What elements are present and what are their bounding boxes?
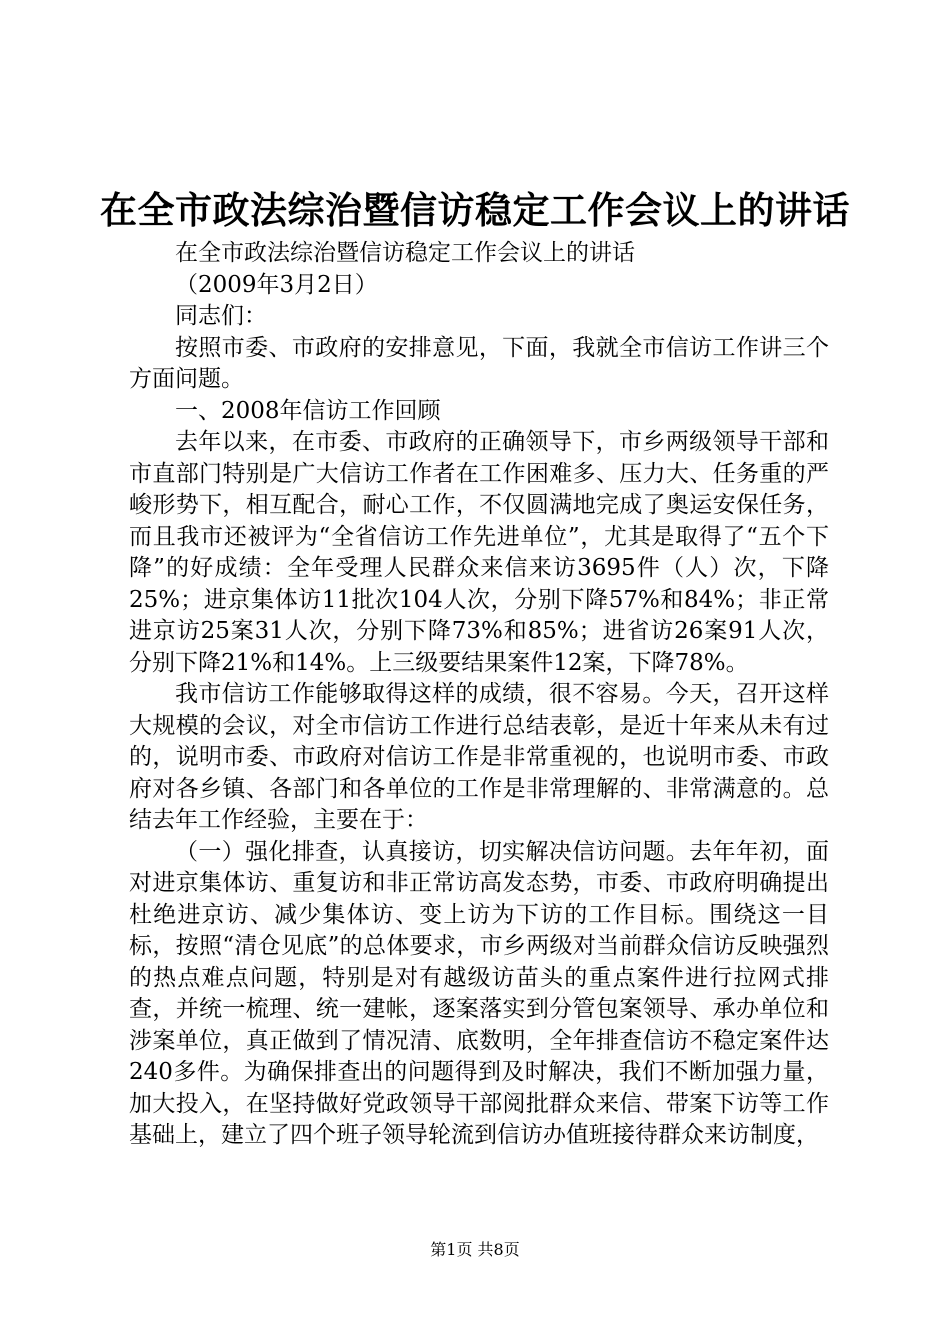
body-paragraph: （一）强化排查，认真接访，切实解决信访问题。去年年初，面对进京集体访、重复访和非正常访高发态势，市委、市政府明确提出杜绝进京访、减少集体访、变上访为下访的工作目标。围绕这一目标，按照“清仓见底”的总体要求，市乡两级对当前群众信访反映强烈的热点难点问题，特别是对有越级访苗头的重点案件进行拉网式排查，并统一梳理、统一建帐，逐案落实到分管包案领导、承办单位和涉案单位，真正做到了情况清、底数明，全年排查信访不稳定案件达240多件。为确保排查出的问题得到及时解决，我们不断加强力量，加大投入，在坚持做好党政领导干部阅批群众来信、带案下访等工作基础上，建立了四个班子领导轮流到信访办值班接待群众来访制度， (129, 838, 829, 1148)
page-number: 第1页 共8页 (430, 1240, 520, 1259)
speech-heading: 在全市政法综治暨信访稳定工作会议上的讲话 (175, 240, 635, 266)
speech-date: （2009年3月2日） (175, 271, 378, 298)
body-paragraph: 我市信访工作能够取得这样的成绩，很不容易。今天，召开这样大规模的会议，对全市信访工作进行总结表彰，是近十年来从未有过的，说明市委、市政府对信访工作是非常重视的，也说明市委、市政府对各乡镇、各部门和各单位的工作是非常理解的、非常满意的。总结去年工作经验，主要在于： (129, 681, 829, 833)
salutation: 同志们： (175, 303, 267, 329)
document-body (129, 238, 829, 1152)
section-heading: 一、2008年信访工作回顾 (175, 397, 441, 424)
intro-paragraph: 按照市委、市政府的安排意见，下面，我就全市信访工作讲三个方面问题。 (129, 334, 829, 392)
body-paragraph: 去年以来，在市委、市政府的正确领导下，市乡两级领导干部和市直部门特别是广大信访工作者在工作困难多、压力大、任务重的严峻形势下，相互配合，耐心工作，不仅圆满地完成了奥运安保任务，而且我市还被评为“全省信访工作先进单位”，尤其是取得了“五个下降”的好成绩：全年受理人民群众来信来访3695件（人）次，下降25%；进京集体访11批次104人次，分别下降57%和84%；非正常进京访25案31人次，分别下降73%和85%；进省访26案91人次，分别下降21%和14%。上三级要结果案件12案，下降78%。 (129, 429, 829, 676)
document-title: 在全市政法综治暨信访稳定工作会议上的讲话 (100, 188, 850, 232)
